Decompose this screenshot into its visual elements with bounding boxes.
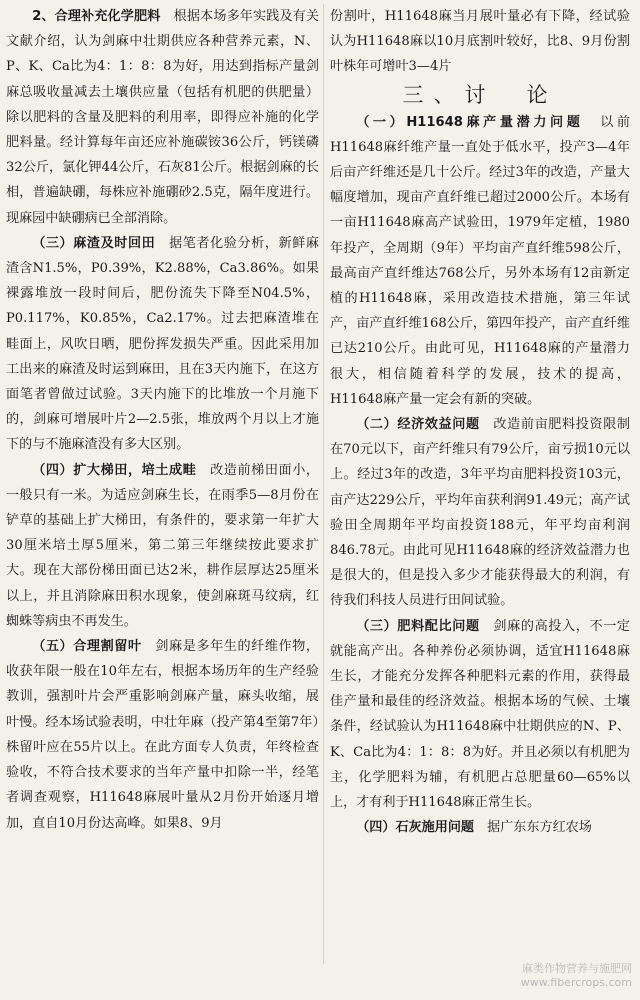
heading-yield-potential: （一）H11648麻产量潜力问题 <box>356 114 584 130</box>
body-residue-return: 据笔者化验分析，新鲜麻渣含N1.5%，P0.39%，K2.88%，Ca3.86%。如果裸露堆放一段时间后，肥份流失下降至N04.5%，P0.117%，K0.85%，Ca2.17%。过去把麻渣堆在畦面上，风吹日晒，肥份挥发损失严重。因此采用加工出来的麻渣及时运到麻田，且在3天内施下，在这方面笔者曾做过试验。3天内施下的比堆放一个月施下的，剑麻可增展叶片2—2.5张，堆放两个月以上才施下的与不施麻渣没有多大区别。 <box>6 235 320 453</box>
heading-chemical-fertilizer: 2、合理补充化学肥料 <box>32 9 161 24</box>
body-fertilizer-ratio: 剑麻的高投入，不一定就能高产出。各种养份必须协调，适宜H11648麻生长，才能充分发挥各种肥料元素的作用，获得最佳产量和最佳的经济效益。根据本场的气候、土壤条件，经试验认为H11648麻中壮期供应的N、P、K、Ca比为4：1：8：8为好。并且必须以有机肥为主，化学肥料为辅，有机肥占总肥量60—65%以上，才有利于H11648麻正常生长。 <box>330 618 631 811</box>
body-terrace-expansion: 改造前梯田面小，一般只有一米。为适应剑麻生长，在雨季5—8月份在铲草的基础上扩大梯田，有条件的，要求第一年扩大30厘米培土厚5厘米，第二第三年继续按此要求扩大。现在大部份梯田面已达2米，耕作层厚达25厘米以上，并且消除麻田积水现象，使剑麻斑马纹病，红蜘蛛等病虫不再发生。 <box>6 462 320 629</box>
heading-terrace-expansion: （四）扩大梯田，培土成畦 <box>32 462 197 478</box>
heading-economic-benefit: （二）经济效益问题 <box>356 417 480 433</box>
paragraph-leaf-cutting <box>6 634 319 836</box>
body-chemical-fertilizer: 根据本场多年实践及有关文献介绍，认为剑麻中壮期供应各种营养元素，N、P、K、Ca比为4：1：8：8为好，用达到指标产量剑麻总吸收量减去土壤供应量（包括有机肥的供肥量）除以肥料的含量及肥料的利用率，即得应补施的化学肥料量。经计算每年亩还应补施碳铵36公斤，钙镁磷32公斤，氯化钾44公斤，石灰81公斤。根据剑麻的长相，普遍缺硼，每株应补施硼砂2.5克，隔年度进行。现麻园中缺硼病已全部消除。 <box>6 9 319 226</box>
section-title-discussion: 三、讨 论 <box>402 82 558 107</box>
left-column <box>6 4 319 836</box>
body-yield-potential: 以前H11648麻纤维产量一直处于低水平，投产3—4年后亩产纤维还是几十公斤。经过3年的改造，产量大幅度增加，现亩产直纤维已超过2000公斤。本场有一亩H11648麻高产试验田，1979年定植，1980年投产，全周期（9年）平均亩产直纤维598公斤，最高亩产直纤维达768公斤，另外本场有12亩新定植的H11648麻，采用改造技术措施，第三年试产，亩产直纤维168公斤，第四年投产，亩产直纤维已达210公斤。由此可见，H11648麻的产量潜力很大，相信随着科学的发展，技术的提高，H11648麻产量一定会有新的突破。 <box>330 114 631 407</box>
heading-leaf-cutting: （五）合理割留叶 <box>32 639 142 655</box>
heading-fertilizer-ratio: （三）肥料配比问题 <box>356 618 480 634</box>
column-gutter <box>323 4 324 964</box>
paragraph-lime-application <box>330 815 630 840</box>
heading-lime-application: （四）石灰施用问题 <box>356 820 475 836</box>
paragraph-continuation: 份割叶，H11648麻当月展叶量必有下降，经试验认为H11648麻以10月底割叶较好，比8、9月份割叶株年可增叶3—4片 <box>330 9 630 75</box>
watermark-url: www.fibercrops.com <box>520 976 632 989</box>
paragraph-economic-benefit <box>330 412 630 614</box>
paragraph-residue-return <box>6 231 319 458</box>
paragraph-terrace-expansion <box>6 458 319 634</box>
heading-residue-return: （三）麻渣及时回田 <box>32 235 156 251</box>
body-economic-benefit: 改造前亩肥料投资限制在70元以下，亩产纤维只有79公斤，亩亏损10元以上。经过3年的改造，3年平均亩肥料投资103元，亩产达229公斤，平均年亩获利润91.49元；高产试验田全周期年平均亩投资188元，年平均亩利润846.78元。由此可见H11648麻的经济效益潜力也是很大的，但是投入多少才能获得最大的利润，有待我们科技人员进行田间试验。 <box>330 417 631 609</box>
body-lime-application: 据广东东方红农场 <box>487 820 592 836</box>
site-watermark <box>521 962 632 990</box>
body-leaf-cutting: 剑麻是多年生的纤维作物，收获年限一般在10年左右，根据本场历年的生产经验教训，强割叶片会严重影响剑麻产量，麻头收缩，展叶慢。经本场试验表明，中壮年麻（投产第4至第7年）株留叶应在55片以上。在此方面专人负责，年终检查验收，不符合技术要求的当年产量中扣除一半，经笔者调查观察，H11648麻展叶量从2月份开始逐月增加，直自10月份达高峰。如果8、9月 <box>6 639 320 831</box>
paragraph-fertilizer-ratio <box>330 614 630 816</box>
paragraph-chemical-fertilizer <box>6 4 319 231</box>
right-column <box>330 4 630 841</box>
paragraph-yield-potential <box>330 110 630 412</box>
watermark-title: 麻类作物营养与施肥网 <box>522 962 632 975</box>
